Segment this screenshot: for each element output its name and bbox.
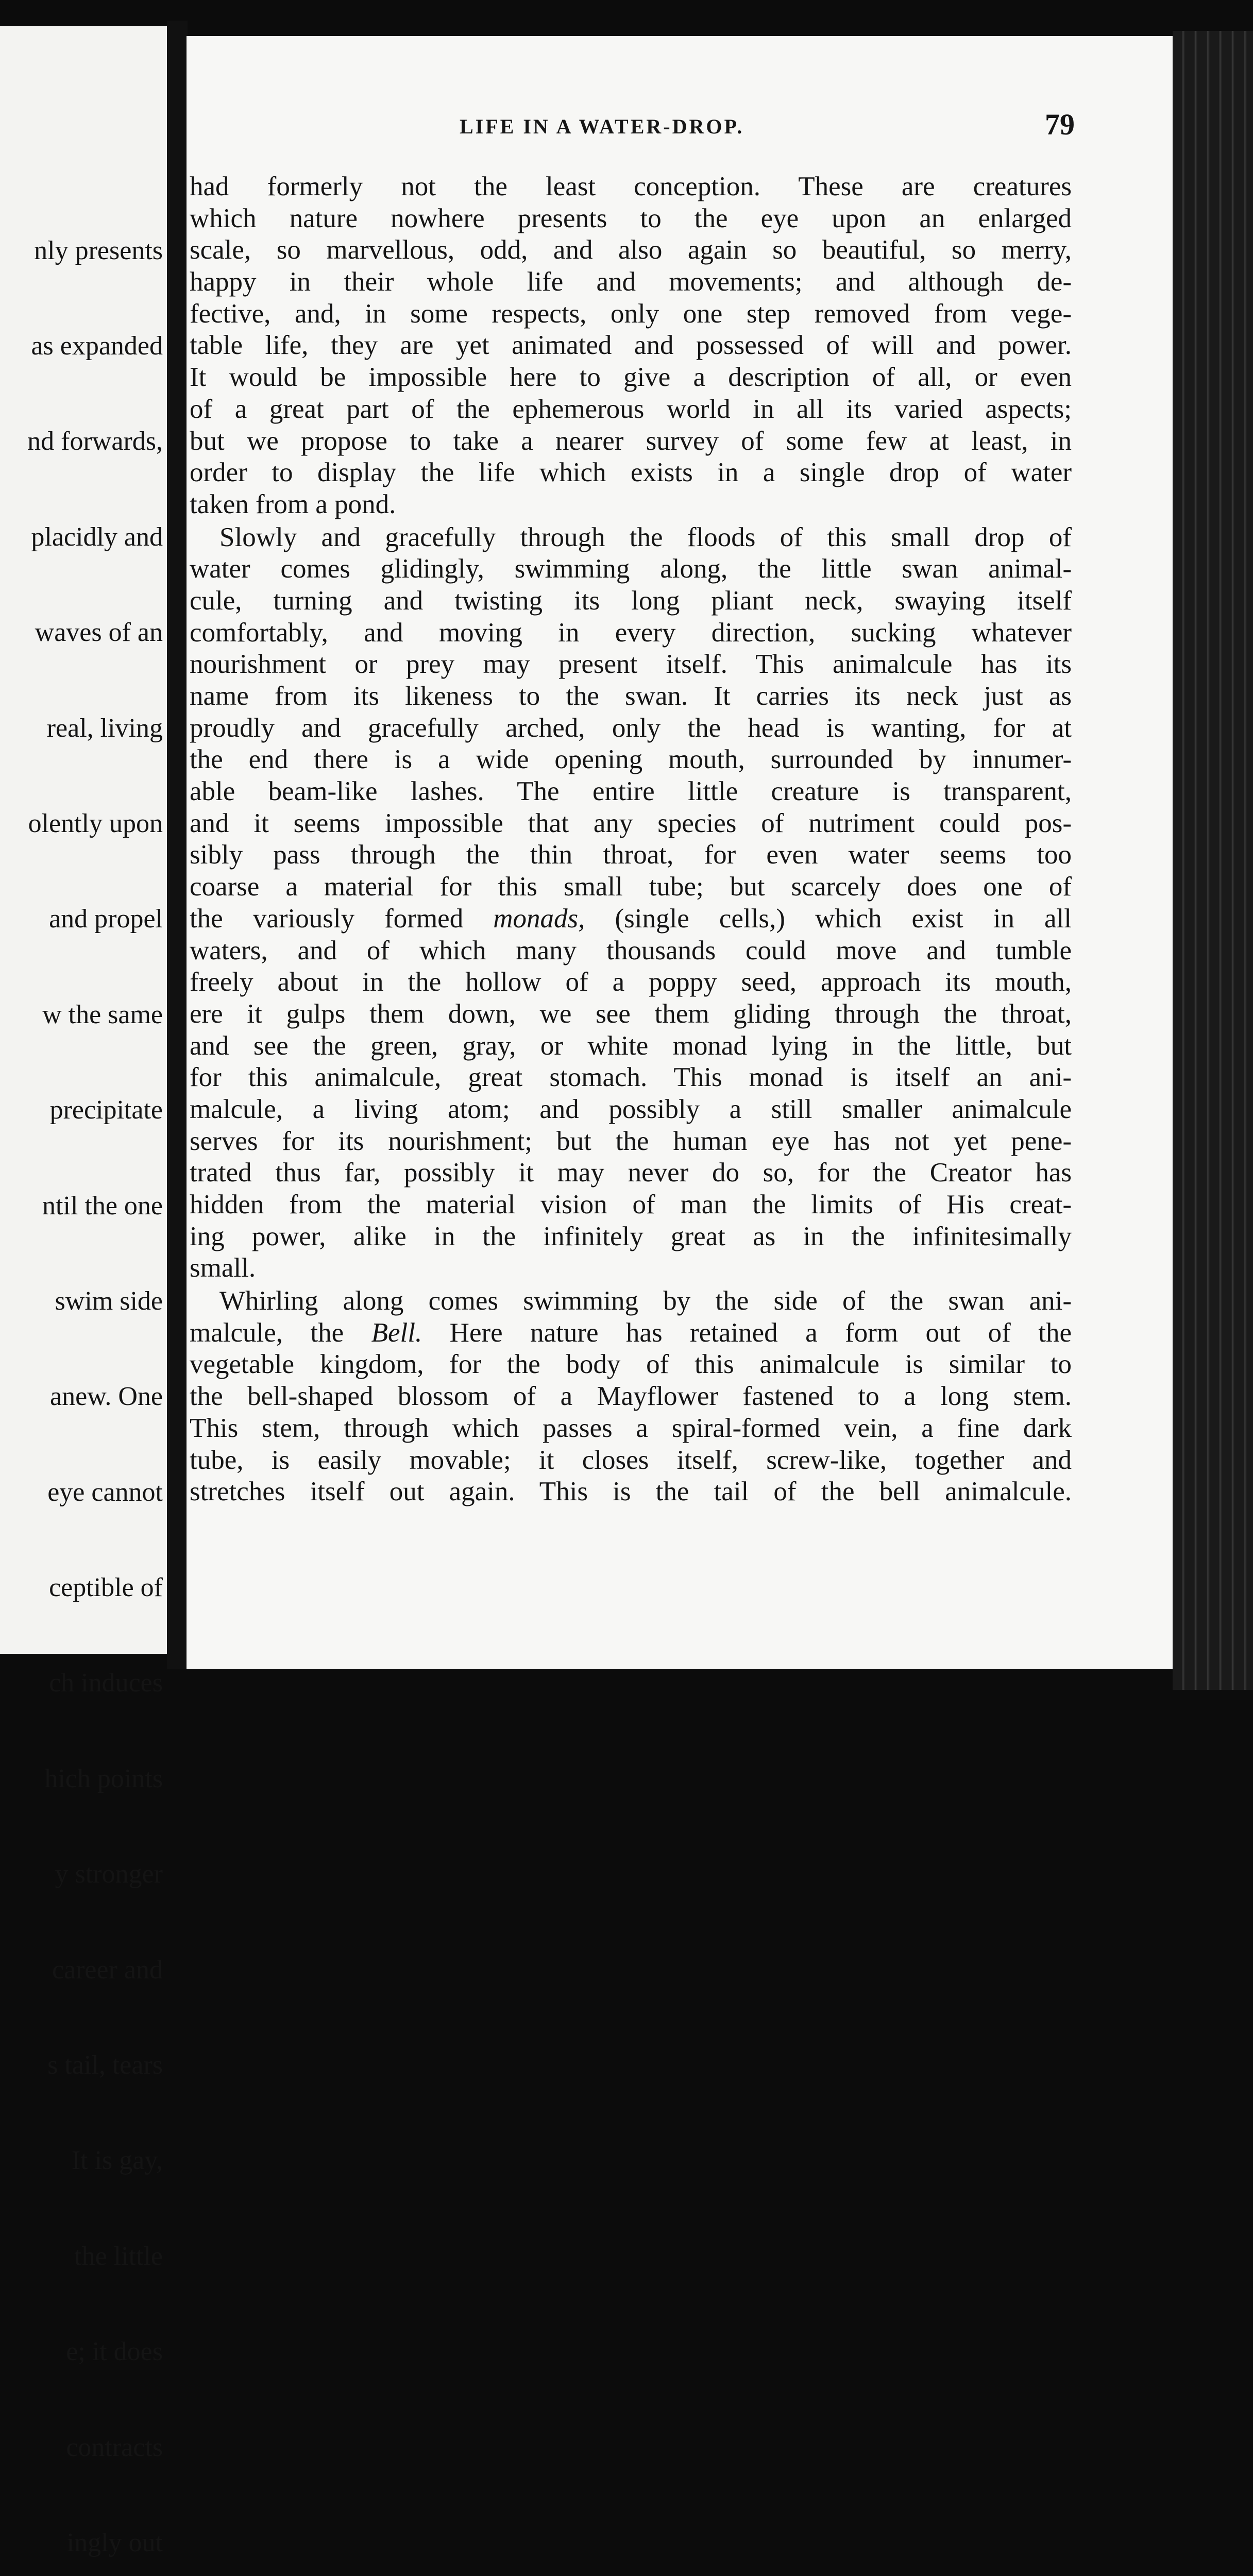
text-fragment: (single cells,) which exist in all — [615, 903, 1072, 934]
left-line: eye cannot — [47, 1477, 163, 1507]
text-line: the end there is a wide opening mouth, surrounded by innumer- — [190, 744, 1072, 775]
text-line: Slowly and gracefully through the floods of this small drop of — [219, 522, 1072, 552]
left-line: s tail, tears — [47, 2050, 163, 2080]
text-fragment: malcule, the — [190, 1317, 344, 1348]
left-line: nd forwards, — [27, 427, 163, 456]
running-head: LIFE IN A WATER-DROP. — [460, 115, 744, 138]
text-line: coarse a material for this small tube; but scarcely does one of — [190, 872, 1072, 902]
text-line: stretches itself out again. This is the tail of the bell animalcule. — [190, 1477, 1072, 1507]
text-line: serves for its nourishment; but the human eye has not yet pene- — [190, 1126, 1072, 1156]
text-line: had formerly not the least conception. These are creatures — [190, 172, 1072, 201]
left-line: the little — [74, 2241, 163, 2271]
text-fragment: the variously formed — [190, 903, 464, 934]
text-line: proudly and gracefully arched, only the head is wanting, for at — [190, 713, 1072, 743]
text-line: happy in their whole life and movements; and although de- — [190, 267, 1072, 297]
page-stack-edge — [1173, 31, 1253, 1690]
left-line: and propel — [49, 904, 163, 934]
left-line: anew. One — [50, 1382, 163, 1412]
text-line: cule, turning and twisting its long pliant neck, swaying itself — [190, 585, 1072, 616]
left-line: as expanded — [31, 331, 163, 361]
text-line: This stem, through which passes a spiral-formed vein, a fine dark — [190, 1413, 1072, 1443]
text-line: taken from a pond. — [190, 489, 396, 519]
text-line: freely about in the hollow of a poppy seed, approach its mouth, — [190, 967, 1072, 997]
left-line: placidly and — [31, 522, 163, 552]
text-fragment: Here nature has retained a form out of the — [449, 1317, 1072, 1348]
text-line: hidden from the material vision of man the limits of His creat- — [190, 1190, 1072, 1219]
left-line: ingly out — [66, 2528, 163, 2557]
left-line: nly presents — [34, 235, 163, 265]
text-line: small. — [190, 1253, 256, 1283]
text-line: waters, and of which many thousands could move and tumble — [190, 935, 1072, 965]
text-line-with-italic — [190, 903, 1072, 935]
left-line: e; it does — [66, 2337, 163, 2367]
paragraph — [190, 522, 1072, 1285]
left-line: ch induces — [49, 1668, 163, 1698]
text-line: malcule, a living atom; and possibly a still smaller animalcule — [190, 1094, 1072, 1124]
text-line: able beam-like lashes. The entire little creature is transparent, — [190, 776, 1072, 807]
text-line: name from its likeness to the swan. It carries its neck just as — [190, 681, 1072, 711]
left-line: olently upon — [28, 808, 163, 838]
paragraph — [190, 1285, 1072, 1508]
left-line: ceptible of — [49, 1573, 163, 1603]
previous-page-fragment — [0, 26, 167, 2557]
text-line: trated thus far, possibly it may never do so, for the Creator has — [190, 1158, 1072, 1188]
italic-term: monads, — [493, 903, 585, 934]
book-gutter — [167, 21, 188, 1669]
text-line: of a great part of the ephemerous world in all its varied aspects; — [190, 394, 1072, 424]
text-line: It would be impossible here to give a description of all, or even — [190, 362, 1072, 393]
left-line: w the same — [42, 999, 163, 1029]
text-line: tube, is easily movable; it closes itself, screw-like, together and — [190, 1445, 1072, 1475]
left-line: swim side — [55, 1286, 163, 1316]
text-line: sibly pass through the thin throat, for even water seems too — [190, 840, 1072, 870]
left-line: hich points — [44, 1764, 163, 1793]
text-line: but we propose to take a nearer survey of some few at least, in — [190, 426, 1072, 456]
text-line: table life, they are yet animated and possessed of will and power. — [190, 330, 1072, 361]
text-line: Whirling along comes swimming by the side of the swan ani- — [219, 1286, 1072, 1316]
text-line: water comes glidingly, swimming along, the little swan animal- — [190, 554, 1072, 584]
previous-page-text — [0, 171, 163, 2576]
text-line: nourishment or prey may present itself. This animalcule has its — [190, 649, 1072, 680]
left-line: It is gay, — [71, 2146, 163, 2176]
text-line: which nature nowhere presents to the eye upon an enlarged — [190, 203, 1072, 233]
page-number: 79 — [1045, 108, 1075, 141]
text-line: order to display the life which exists in a single drop of water — [190, 457, 1072, 488]
text-line: vegetable kingdom, for the body of this animalcule is similar to — [190, 1349, 1072, 1380]
left-line: precipitate — [49, 1095, 163, 1125]
text-line: and it seems impossible that any species of nutriment could pos- — [190, 808, 1072, 838]
left-line: contracts — [66, 2432, 163, 2462]
page-body — [187, 171, 1072, 1508]
text-line-with-italic — [190, 1317, 1072, 1349]
left-line: y stronger — [55, 1859, 163, 1889]
left-line: real, living — [46, 713, 163, 743]
text-line: and see the green, gray, or white monad lying in the little, but — [190, 1030, 1072, 1061]
text-line: for this animalcule, great stomach. This monad is itself an ani- — [190, 1062, 1072, 1093]
left-line: career and — [52, 1955, 163, 1985]
left-line: ntil the one — [42, 1191, 163, 1221]
text-line: the bell-shaped blossom of a Mayflower fastened to a long stem. — [190, 1381, 1072, 1412]
text-line: ere it gulps them down, we see them gliding through the throat, — [190, 998, 1072, 1029]
italic-term: Bell. — [371, 1317, 422, 1348]
text-line: fective, and, in some respects, only one step removed from vege- — [190, 298, 1072, 329]
text-line: scale, so marvellous, odd, and also again so beautiful, so merry, — [190, 235, 1072, 265]
left-line: waves of an — [35, 618, 163, 648]
text-line: ing power, alike in the infinitely great as in the infinitesimally — [190, 1221, 1072, 1251]
text-line: comfortably, and moving in every direction, sucking whatever — [190, 617, 1072, 648]
book-page — [187, 36, 1173, 1669]
paragraph — [190, 171, 1072, 521]
